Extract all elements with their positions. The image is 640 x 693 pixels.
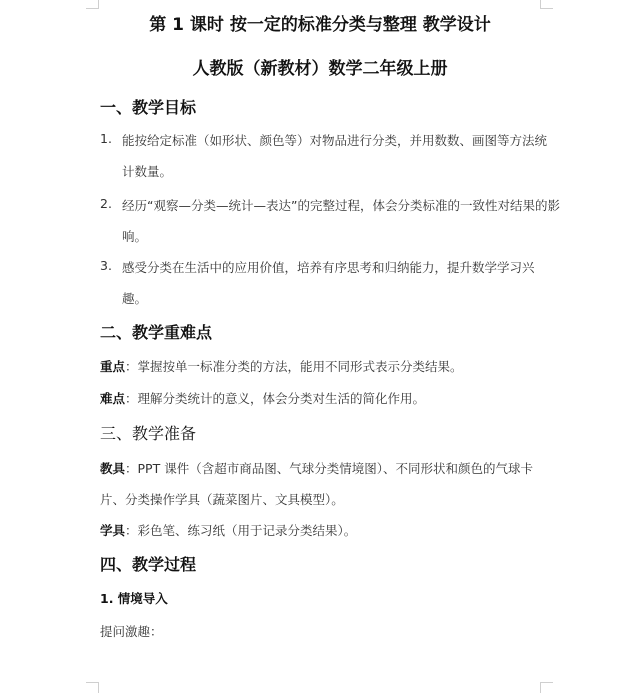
crop-mark-top-left [86, 0, 99, 9]
student-materials-text: ：彩色笔、练习纸（用于记录分类结果）。 [125, 523, 357, 538]
teacher-materials-continued: 片、分类操作学具（蔬菜图片、文具模型）。 [100, 492, 344, 507]
goal-text-line: 响。 [122, 229, 148, 244]
goal-number: 3. [100, 258, 112, 273]
key-point-label: 重点 [100, 359, 126, 374]
difficult-point-text: ：理解分类统计的意义，体会分类对生活的简化作用。 [125, 391, 426, 406]
student-materials-label: 学具 [100, 523, 126, 538]
step-introduction-text: 提问激趣： [100, 624, 163, 639]
document-subtitle: 人教版（新教材）数学二年级上册 [192, 59, 448, 79]
teacher-materials-paragraph [100, 459, 533, 477]
difficult-point-label: 难点 [100, 391, 126, 406]
student-materials-paragraph [100, 521, 356, 539]
section-heading-goals: 一、教学目标 [100, 98, 197, 117]
goal-text-line: 计数量。 [122, 164, 173, 179]
section-heading-preparation: 三、教学准备 [100, 424, 197, 443]
goal-text-line: 经历“观察—分类—统计—表达”的完整过程，体会分类标准的一致性对结果的影 [122, 198, 560, 213]
crop-mark-top-right [540, 0, 553, 9]
goal-text-line: 能按给定标准（如形状、颜色等）对物品进行分类，并用数数、画图等方法统 [122, 133, 548, 148]
goal-number: 2. [100, 196, 112, 211]
key-point-text: ：掌握按单一标准分类的方法，能用不同形式表示分类结果。 [125, 359, 463, 374]
teacher-materials-text: ：PPT 课件（含超市商品图、气球分类情境图）、不同形状和颜色的气球卡 [125, 461, 533, 476]
step-heading-introduction: 1. 情境导入 [100, 591, 168, 606]
document-title: 第 1 课时 按一定的标准分类与整理 教学设计 [149, 15, 491, 35]
crop-mark-bottom-right [540, 682, 553, 693]
goal-text-line: 感受分类在生活中的应用价值，培养有序思考和归纳能力，提升数学学习兴 [122, 260, 535, 275]
teacher-materials-label: 教具 [100, 461, 126, 476]
key-point-paragraph [100, 357, 463, 375]
crop-mark-bottom-left [86, 682, 99, 693]
goal-text-line: 趣。 [122, 291, 148, 306]
goal-number: 1. [100, 131, 112, 146]
difficult-point-paragraph [100, 389, 425, 407]
section-heading-process: 四、教学过程 [100, 555, 197, 574]
section-heading-key-points: 二、教学重难点 [100, 323, 213, 342]
